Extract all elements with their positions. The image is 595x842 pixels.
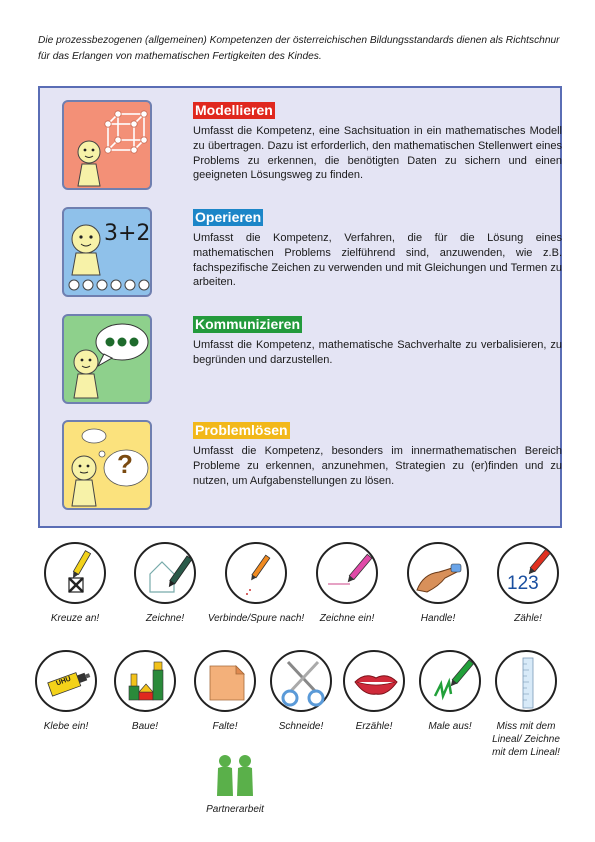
competence-problemloesen — [62, 420, 562, 516]
counting-icon — [497, 542, 559, 604]
cross-pencil-icon — [44, 542, 106, 604]
title-modellieren: Modellieren — [195, 102, 273, 118]
competence-operieren — [62, 207, 562, 303]
competence-modellieren — [62, 100, 562, 196]
label-schneide: Schneide! — [278, 721, 324, 732]
label-miss-mit-dem-lineal: Miss mit dem Lineal/ Zeichne mit dem Lineal! — [492, 721, 560, 758]
desc-operieren: Umfasst die Kompetenz, Verfahren, die für die Lösung eines mathematischen Problems zielführend sind, anzuwenden, wie z.B. fachspezifische Zeichen zu verwenden und mit Gleichungen und Termen zu arbeiten. — [193, 232, 562, 289]
thought-bubble-question-icon — [62, 420, 152, 510]
label-klebe-ein: Klebe ein! — [43, 721, 89, 732]
cube-model-icon — [62, 100, 152, 190]
label-male-aus: Male aus! — [428, 721, 472, 732]
competences-box — [38, 86, 562, 528]
desc-problemloesen: Umfasst die Kompetenz, besonders im innermathematischen Bereich Probleme zu erkennen, anzunehmen, Strategien zu (er)finden und zu nutzen, um Aufgabenstellungen zu lösen. — [193, 445, 562, 487]
calculation-icon — [62, 207, 152, 297]
question-mark: ? — [117, 449, 133, 479]
partner-work-icon — [215, 752, 255, 798]
glue-tube-icon — [35, 650, 97, 712]
tube-text: UHU — [55, 675, 72, 688]
green-pencil-icon — [419, 650, 481, 712]
label-verbinde: Verbinde/Spure nach! — [207, 613, 305, 624]
pink-pencil-icon — [316, 542, 378, 604]
label-erzaehle: Erzähle! — [355, 721, 393, 732]
label-zeichne: Zeichne! — [145, 613, 185, 624]
desc-kommunizieren: Umfasst die Kompetenz, mathematische Sachverhalte zu verbalisieren, zu begründen und darzustellen. — [193, 339, 562, 366]
math-expression: 3+2 — [104, 221, 151, 246]
label-zeichne-ein: Zeichne ein! — [319, 613, 375, 624]
ruler-icon — [495, 650, 557, 712]
building-blocks-icon — [114, 650, 176, 712]
mouth-icon — [343, 650, 405, 712]
scissors-icon — [270, 650, 332, 712]
competence-kommunizieren — [62, 314, 562, 410]
speech-bubble-icon — [62, 314, 152, 404]
label-handle: Handle! — [420, 613, 456, 624]
counting-digits: 123 — [507, 573, 539, 594]
label-baue: Baue! — [131, 721, 159, 732]
title-kommunizieren: Kommunizieren — [195, 316, 301, 332]
desc-modellieren: Umfasst die Kompetenz, eine Sachsituation in ein mathematisches Modell zu übertragen. Dazu ist erforderlich, den mathematischen Stellenwert eines Problems zu erkennen, die benötigten Daten zu sichern und einen geeigneten Lösungsweg zu finden. — [193, 125, 562, 182]
house-drawing-icon — [134, 542, 196, 604]
intro-text: Die prozessbezogenen (allgemeinen) Kompetenzen der österreichischen Bildungsstandards dienen als Richtschnur für das Erlangen von mathematischen Fertigkeiten des Kindes. — [38, 35, 560, 62]
folded-paper-icon — [194, 650, 256, 712]
dotted-pencil-icon — [225, 542, 287, 604]
label-partnerarbeit: Partnerarbeit — [206, 804, 264, 815]
label-falte: Falte! — [212, 721, 238, 732]
label-zaehle: Zähle! — [514, 613, 542, 624]
hand-icon — [407, 542, 469, 604]
title-operieren: Operieren — [195, 209, 262, 225]
title-problemloesen: Problemlösen — [195, 422, 288, 438]
label-kreuze-an: Kreuze an! — [50, 613, 100, 624]
